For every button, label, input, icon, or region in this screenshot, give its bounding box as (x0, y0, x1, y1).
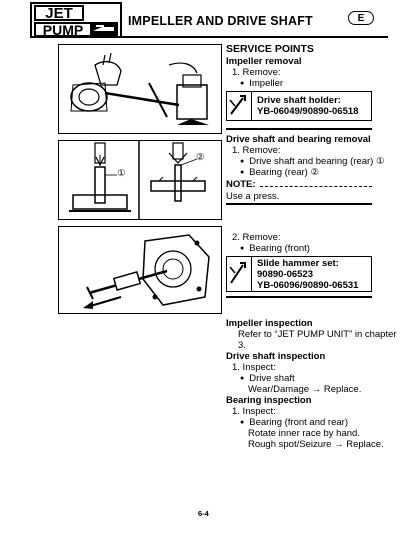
bearing-inspection-step: 1. Inspect: (232, 406, 276, 417)
bearing-inspection-heading: Bearing inspection (226, 395, 312, 406)
note-label: NOTE: (226, 179, 256, 190)
bearing-inspection-item: ● Bearing (front and rear) (240, 417, 348, 430)
slide-hammer-toolbox (226, 256, 372, 292)
section-rule (226, 296, 372, 298)
bearing-removal-step: 2. Remove: (232, 232, 281, 243)
header-rule (122, 36, 388, 38)
bearing-removal-item: ● Bearing (front) (240, 243, 310, 256)
tab-label-pump: PUMP (34, 22, 92, 37)
impeller-inspection-line-2: 3. (238, 340, 246, 351)
section-rule (226, 128, 372, 130)
wrench-icon (227, 92, 252, 120)
impeller-removal-item: ● Impeller (240, 78, 283, 91)
tool-part-number-2: YB-06096/90890-06531 (257, 280, 359, 291)
jet-pump-icon (90, 22, 118, 36)
impeller-inspection-line-1: Refer to “JET PUMP UNIT” in chapter (238, 329, 397, 340)
drive-shaft-inspection-detail: Wear/Damage → Replace. (248, 384, 362, 395)
bearing-inspection-detail-2: Rough spot/Seizure → Replace. (248, 439, 384, 450)
section-tab (30, 2, 122, 38)
drive-shaft-inspection-item: ● Drive shaft (240, 373, 295, 386)
drive-shaft-removal-item-1: ● Drive shaft and bearing (rear) ① (240, 156, 384, 169)
callout-2: ② (196, 152, 205, 163)
callout-1: ① (117, 168, 126, 179)
page-title: IMPELLER AND DRIVE SHAFT (128, 14, 313, 28)
note-text: Use a press. (226, 191, 280, 202)
tool-label: Drive shaft holder: (257, 95, 341, 106)
slide-hammer-figure (58, 226, 222, 314)
page-number: 6-4 (198, 509, 209, 518)
language-badge: E (348, 11, 374, 25)
impeller-removal-heading: Impeller removal (226, 56, 302, 67)
wrench-icon (227, 257, 252, 291)
tool-part-number: YB-06049/90890-06518 (257, 106, 359, 117)
drive-shaft-inspection-heading: Drive shaft inspection (226, 351, 326, 362)
drive-shaft-holder-toolbox (226, 91, 372, 121)
drive-shaft-removal-heading: Drive shaft and bearing removal (226, 134, 371, 145)
note-rule-top (260, 186, 372, 187)
impeller-removal-step: 1. Remove: (232, 67, 281, 78)
tool-label: Slide hammer set: (257, 258, 339, 269)
service-points-heading: SERVICE POINTS (226, 43, 314, 55)
tool-part-number-1: 90890-06523 (257, 269, 313, 280)
impeller-inspection-heading: Impeller inspection (226, 318, 313, 329)
impeller-removal-figure (58, 44, 222, 134)
note-rule-bottom (226, 203, 372, 205)
drive-shaft-removal-item-2: ● Bearing (rear) ② (240, 167, 319, 180)
drive-shaft-press-figure (58, 140, 222, 220)
drive-shaft-removal-step: 1. Remove: (232, 145, 281, 156)
tab-label-jet: JET (34, 5, 84, 21)
drive-shaft-inspection-step: 1. Inspect: (232, 362, 276, 373)
bearing-inspection-detail-1: Rotate inner race by hand. (248, 428, 360, 439)
